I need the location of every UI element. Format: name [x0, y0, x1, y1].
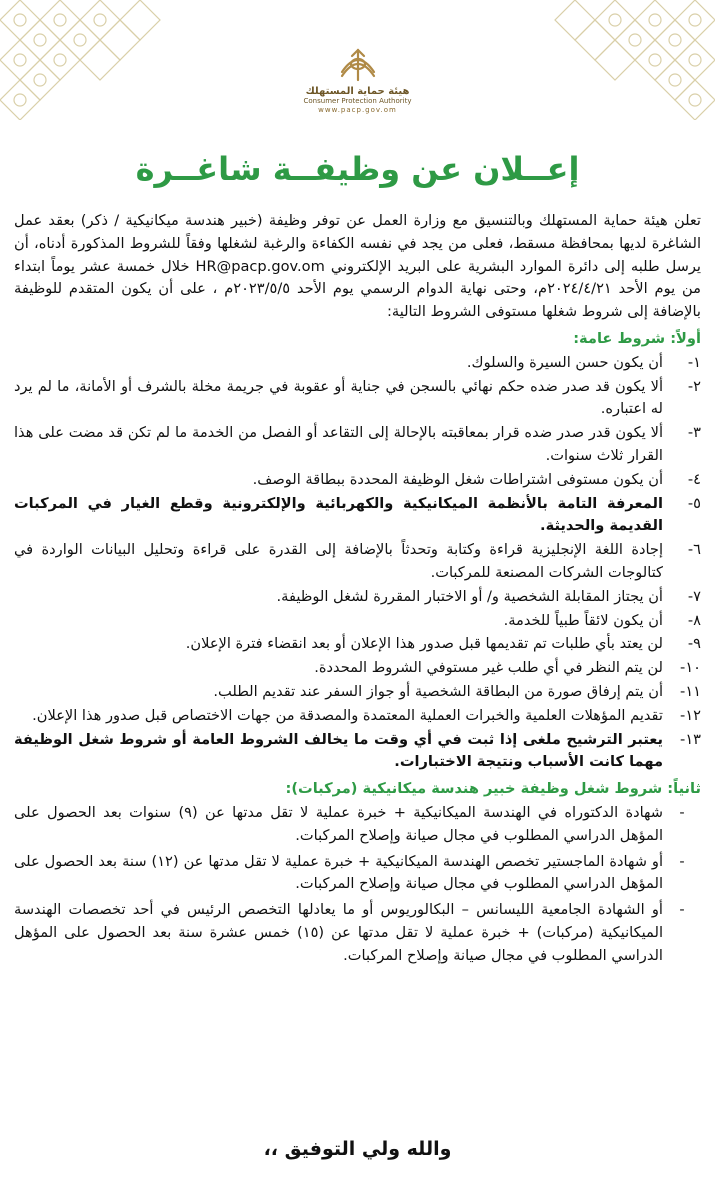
page-title: إعــلان عن وظيفــة شاغــرة [135, 150, 580, 188]
list-item: ١- أن يكون حسن السيرة والسلوك. [466, 353, 701, 371]
list-item: ١٣- يعتبر الترشيح ملغى إذا ثبت في أي وقت ما يخالف الشروط العامة أو شروط شغل الوظيفة مهما كانت الأسباب ونتيجة الاختبارات. [14, 730, 701, 771]
decorative-corner-pattern [525, 0, 715, 120]
intro-paragraph: تعلن هيئة حماية المستهلك وبالتنسيق مع وزارة العمل عن توفر وظيفة (خبير هندسة ميكانيكية / ذكر) بعقد عمل الشاغرة لديها بمحافظة مسقط، فعلى من يجد في نفسه الكفاءة والرغبة لشغلها وفقاً للشروط المذكورة أدناه، أن يرسل طلبه إلى دائرة الموارد البشرية على البريد الإلكتروني HR@pacp.gov.om خلال خمسة عشر يوماً ابتداء من يوم الأحد ٢٠٢٤/٤/٢١م، وحتى نهاية الدوام الرسمي يوم الأحد ٢٠٢٣/٥/٥م ، على أن يكون المتقدم للوظيفة بالإضافة إلى شروط شغلها مستوفى الشروط التالية: [14, 212, 701, 321]
list-item: ١٢- تقديم المؤهلات العلمية والخبرات العملية المعتمدة والمصدقة من جهات الاختصاص قبل صدور هذا الإعلان. [32, 706, 701, 724]
list-item: ١١- أن يتم إرفاق صورة من البطاقة الشخصية أو جواز السفر عند تقديم الطلب. [213, 682, 701, 700]
general-conditions-list [14, 352, 701, 774]
list-item: ٨- أن يكون لائقاً طبياً للخدمة. [503, 611, 701, 629]
org-name-english: Consumer Protection Authority [303, 97, 412, 105]
list-item: ٦- إجادة اللغة الإنجليزية قراءة وكتابة وتحدثاً بالإضافة إلى القدرة على قراءة وتحليل البيانات الواردة في كتالوجات الشركات المصنعة للمركبات. [14, 541, 701, 581]
closing-line: والله ولي التوفيق ،، [263, 1138, 452, 1160]
section-job-requirements-heading: ثانياً: شروط شغل وظيفة خبير هندسة ميكانيكية (مركبات): [285, 780, 701, 798]
announcement-body [14, 210, 701, 971]
list-item: - أو شهادة الماجستير تخصص الهندسة الميكانيكية + خبرة عملية لا تقل مدتها عن (١٢) سنة بعد الحصول على المؤهل الدراسي المطلوب في مجال صيانة وإصلاح المركبات. [14, 852, 685, 893]
emblem-icon [336, 46, 380, 84]
list-item: ٥- المعرفة التامة بالأنظمة الميكانيكية والكهربائية والإلكترونية وقطع الغيار في المركبات القديمة والحديثة. [14, 494, 701, 535]
section-general-conditions-heading: أولاً: شروط عامة: [573, 329, 701, 347]
list-item: - أو الشهادة الجامعية الليسانس – البكالوريوس أو ما يعادلها التخصص الرئيس في أحد تخصصات الهندسة الميكانيكية (مركبات) + خبرة عملية لا تقل مدتها عن (١٥) خمس عشرة سنة بعد الحصول على المؤهل الدراسي المطلوب في مجال صيانة وإصلاح المركبات. [14, 901, 685, 964]
list-item: ٩- لن يعتد بأي طلبات تم تقديمها قبل صدور هذا الإعلان أو بعد انقضاء فترة الإعلان. [185, 635, 701, 653]
org-website: www.pacp.gov.om [318, 106, 397, 114]
list-item: ٤- أن يكون مستوفى اشتراطات شغل الوظيفة المحددة ببطاقة الوصف. [252, 470, 701, 488]
job-requirements-list [14, 802, 701, 968]
list-item: ١٠- لن يتم النظر في أي طلب غير مستوفي الشروط المحددة. [314, 659, 701, 677]
decorative-corner-pattern [0, 0, 190, 120]
org-name-arabic: هيئة حماية المستهلك [305, 86, 410, 97]
list-item: ٧- أن يجتاز المقابلة الشخصية و/ أو الاختبار المقررة لشغل الوظيفة. [276, 587, 701, 605]
list-item: - شهادة الدكتوراه في الهندسة الميكانيكية + خبرة عملية لا تقل مدتها عن (٩) سنوات بعد الحصول على المؤهل الدراسي المطلوب في مجال صيانة وإصلاح المركبات. [14, 803, 685, 844]
list-item: ٣- ألا يكون قدر صدر ضده قرار بمعاقبته بالإحالة إلى التقاعد أو الفصل من الخدمة ما لم تكن قد مضت على هذا القرار ثلاث سنوات. [14, 424, 701, 464]
authority-logo [268, 46, 448, 114]
list-item: ٢- ألا يكون قد صدر ضده حكم نهائي بالسجن في جناية أو عقوبة في جريمة مخلة بالشرف أو الأمانة، ما لم يرد له اعتباره. [14, 377, 701, 418]
